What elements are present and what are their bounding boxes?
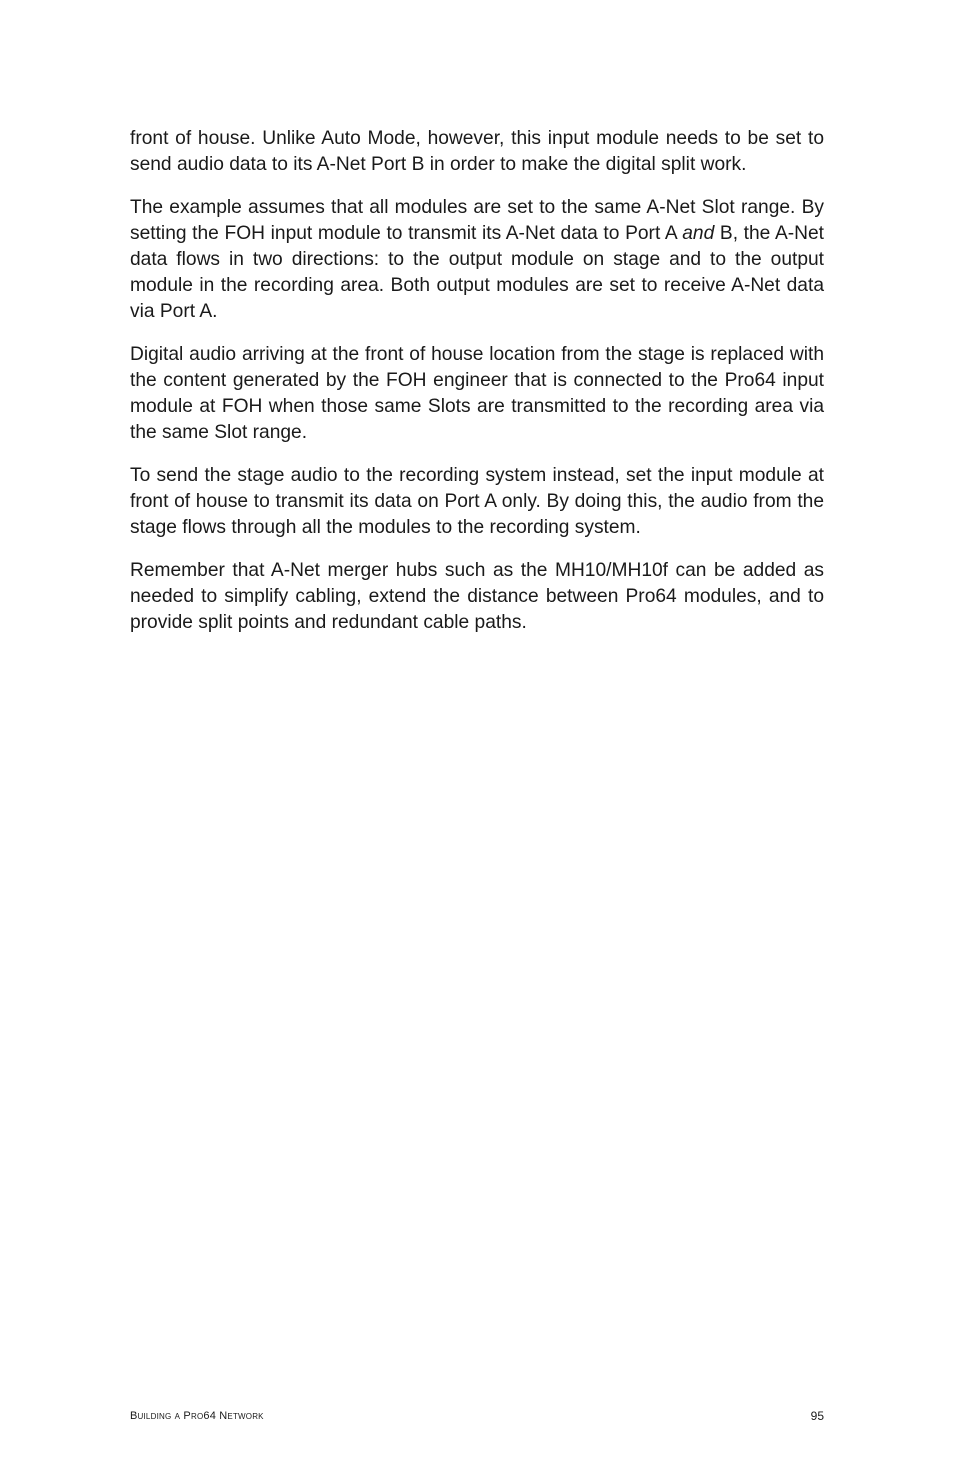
- page-body: [130, 126, 824, 653]
- emphasis-and: and: [682, 223, 715, 244]
- paragraph-slot-range-start: The example assumes that all modules are set to the same A-Net Slot range. By setting the FOH input module to transmit its A-Net data to Port A: [130, 197, 824, 244]
- paragraph-slot-range-end: B, the A-Net data flows in two directions: to the output module on stage and to the output module in the recording area. Both output modules are set to receive A-Net data via Port A.: [130, 223, 824, 322]
- paragraph-stage-audio: To send the stage audio to the recording system instead, set the input module at front of house to transmit its data on Port A only. By doing this, the audio from the stage flows through all the modules to the recording system.: [130, 465, 824, 538]
- page-number: 95: [810, 1409, 824, 1423]
- footer-section-title: Building a Pro64 Network: [130, 1410, 264, 1422]
- paragraph-slot-range: [130, 195, 824, 325]
- paragraph-merger-hubs: Remember that A-Net merger hubs such as the MH10/MH10f can be added as needed to simplify cabling, extend the distance between Pro64 modules, and to provide split points and redundant cable paths.: [130, 560, 824, 633]
- paragraph-digital-audio: Digital audio arriving at the front of house location from the stage is replaced with the content generated by the FOH engineer that is connected to the Pro64 input module at FOH when those same Slots are transmitted to the recording area via the same Slot range.: [130, 344, 824, 443]
- paragraph-split-work: front of house. Unlike Auto Mode, however, this input module needs to be set to send audio data to its A-Net Port B in order to make the digital split work.: [130, 128, 824, 175]
